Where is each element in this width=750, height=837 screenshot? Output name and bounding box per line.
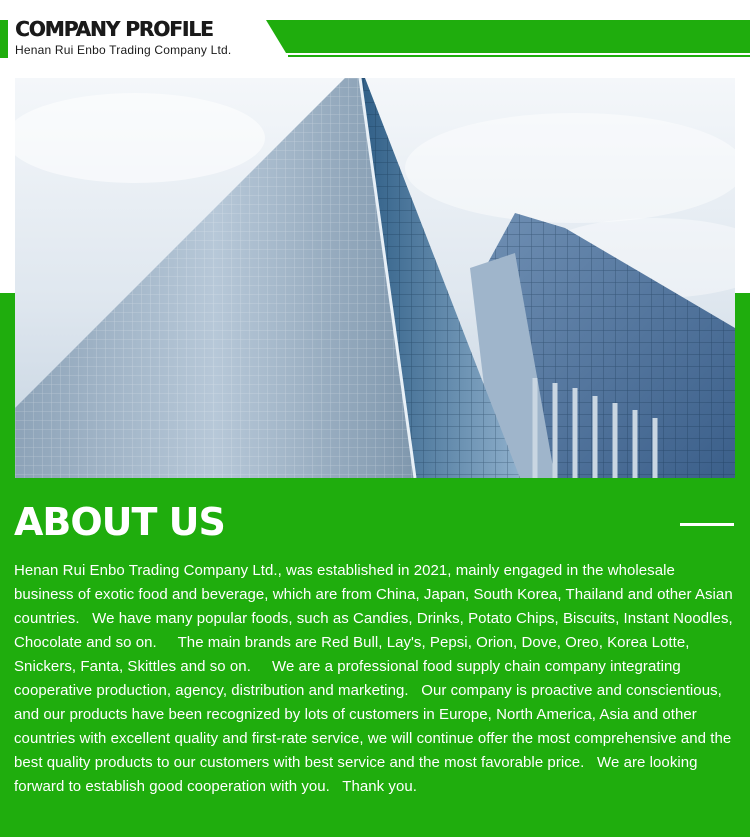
skyscraper-photo	[15, 78, 735, 478]
about-description: Henan Rui Enbo Trading Company Ltd., was established in 2021, mainly engaged in the wholesale business of exotic food and beverage, which are from China, Japan, South Korea, Thailand and other Asian countries. We have many popular foods, such as Candies, Drinks, Potato Chips, Biscuits, Instant Noodles, Chocolate and so on. The main brands are Red Bull, Lay's, Pepsi, Orion, Dove, Oreo, Korea Lotte, Snickers, Fanta, Skittles and so on. We are a professional food supply chain company integrating cooperative production, agency, distribution and marketing. Our company is proactive and conscientious, and our products have been recognized by lots of customers in Europe, North America, Asia and other countries with excellent quality and first-rate service, we will continue offer the most comprehensive and the best quality products to our customers with best service and the most favorable price. We are looking forward to establish good cooperation with you. Thank you.	[14, 562, 737, 795]
header-green-band	[266, 20, 750, 53]
company-name: Henan Rui Enbo Trading Company Ltd.	[15, 43, 232, 57]
header-divider-line	[288, 55, 750, 57]
about-divider	[680, 523, 734, 526]
title-accent-bar	[0, 20, 8, 58]
about-heading: ABOUT US	[14, 500, 225, 544]
page-title: COMPANY PROFILE	[15, 17, 213, 41]
